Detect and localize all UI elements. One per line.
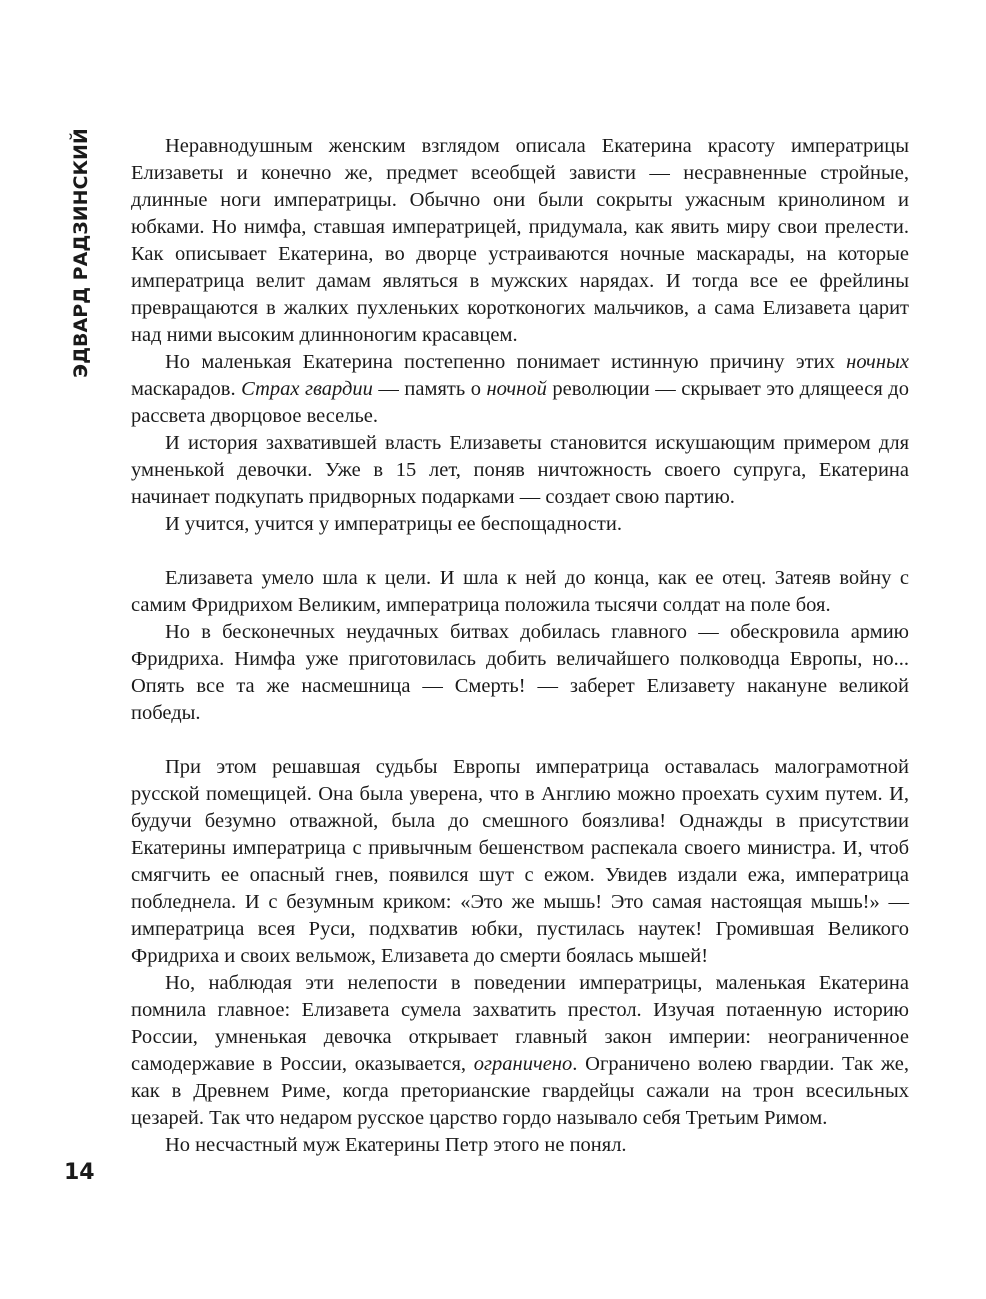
paragraph [131, 133, 909, 349]
text-run: — память о [372, 378, 487, 400]
paragraph [131, 754, 909, 970]
running-head-author: ЭДВАРД РАДЗИНСКИЙ [70, 128, 92, 378]
paragraph [131, 619, 909, 727]
italic-run: ограничено [473, 1053, 573, 1075]
text-run: И учится, учится у императрицы ее беспощадности. [165, 513, 622, 535]
text-run: При этом решавшая судьбы Европы императрица оставалась малограмотной русской помещицей. Она была уверена, что в Англию можно проехать сухим путем. И, будучи безумно отважной, была до смешного боязлива! Однажды в присутствии Екатерины императрица с привычным бешенством распекала своего министра. И, чтоб смягчить ее опасный гнев, появился шут с ежом. Увидев издали ежа, императрица побледнела. И с безумным криком: «Это же мышь! Это самая настоящая мышь!» — императрица всея Руси, подхватив юбки, пустилась наутек! Громившая Великого Фридриха и своих вельмож, Елизавета до смерти боялась мышей! [131, 756, 909, 967]
paragraph [131, 1132, 909, 1159]
paragraph [131, 565, 909, 619]
page-number: 14 [64, 1160, 95, 1185]
text-run: маскарадов. [131, 378, 242, 400]
text-run: Но, наблюдая эти нелепости в поведении императрицы, маленькая Екатерина помнила главное: Елизавета сумела захватить престол. Изучая потаенную историю России, умненькая девочка открывает главный закон империи: неограниченное самодержавие в России, оказывается, [131, 972, 909, 1075]
text-run: Но несчастный муж Екатерины Петр этого не понял. [165, 1134, 627, 1156]
text-run: Неравнодушным женским взглядом описала Екатерина красоту императрицы Елизаветы и конечно же, предмет всеобщей зависти — несравненные стройные, длинные ноги императрицы. Обычно они были сокрыты ужасным кринолином и юбками. Но нимфа, ставшая императрицей, придумала, как явить миру свои прелести. Как описывает Екатерина, во дворце устраиваются ночные маскарады, на которые императрица велит дамам являться в мужских нарядах. И тогда все ее фрейлины превращаются в жалких пухленьких коротконогих мальчиков, а сама Елизавета царит над ними высоким длинноногим красавцем. [131, 135, 909, 346]
text-run: И история захватившей власть Елизаветы становится искушающим примером для умненькой девочки. Уже в 15 лет, поняв ничтожность своего супруга, Екатерина начинает подкупать придворных подарками — создает свою партию. [131, 432, 909, 508]
paragraph [131, 970, 909, 1132]
paragraph [131, 430, 909, 511]
text-run: революции — скрывает это длящееся до рассвета дворцовое веселье. [131, 378, 909, 427]
running-head [61, 128, 101, 378]
italic-run: Страх гвардии [241, 378, 373, 400]
paragraph [131, 349, 909, 430]
body-text [131, 133, 909, 1159]
text-run: Но в бесконечных неудачных битвах добилась главного — обескровила армию Фридриха. Нимфа уже приготовилась добить величайшего полководца Европы, но... Опять все та же насмешница — Смерть! — заберет Елизавету накануне великой победы. [131, 621, 909, 724]
paragraph [131, 511, 909, 538]
text-run: Елизавета умело шла к цели. И шла к ней до конца, как ее отец. Затеяв войну с самим Фридрихом Великим, императрица положила тысячи солдат на поле боя. [131, 567, 909, 616]
italic-run: ночной [486, 378, 547, 400]
text-run: . Ограничено волею гвардии. Так же, как в Древнем Риме, когда преторианские гвардейцы сажали на трон всесильных цезарей. Так что недаром русское царство гордо называло себя Третьим Римом. [131, 1053, 909, 1129]
text-run: Но маленькая Екатерина постепенно понимает истинную причину этих [165, 351, 847, 373]
italic-run: ночных [846, 351, 909, 373]
